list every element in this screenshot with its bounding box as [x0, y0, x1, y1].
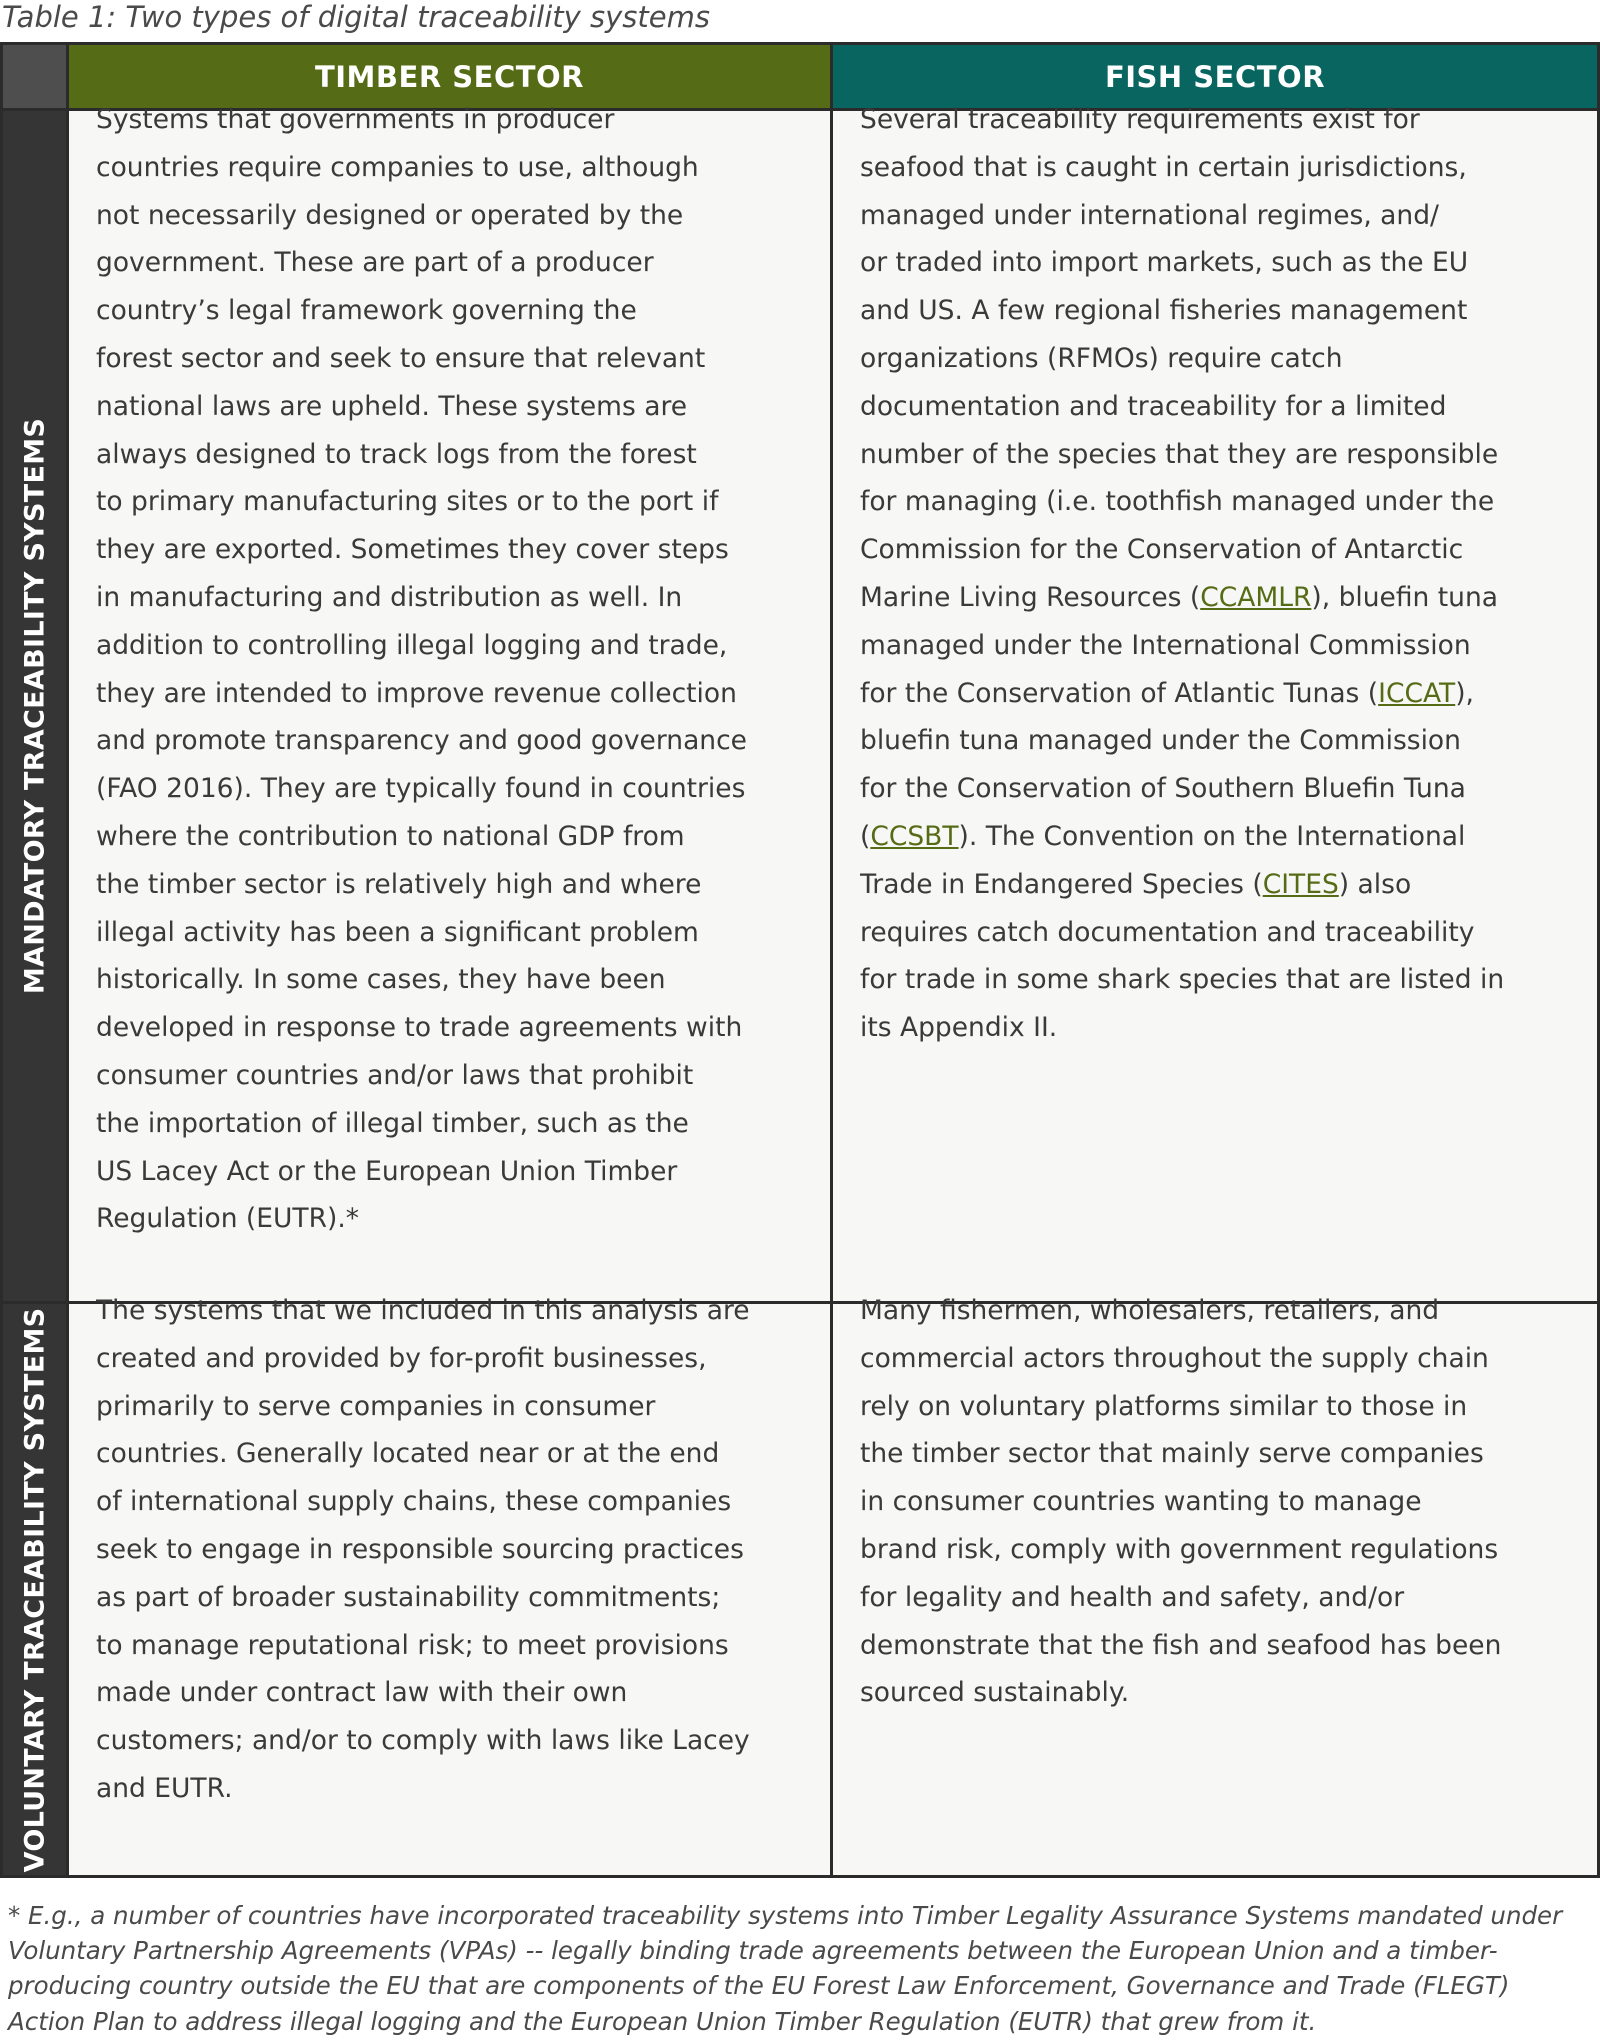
cell-voluntary-fish: Many fishermen, wholesalers, retailers, and commercial actors throughout the supply chain rely on voluntary platforms similar to those in the timber sector that mainly serve companies in consumer countries wanting to manage brand risk, comply with government regulations for legality and health and safety, and/or demonstrate that the fish and seafood has been sourced sustainably. — [860, 1295, 1502, 1709]
row-header-voluntary-label: VOLUNTARY TRACEABILITY SYSTEMS — [19, 1307, 50, 1872]
cell-mandatory-fish-text-5: ) also requires catch documentation and traceability for trade in some shark species that are listed in its Appendix II. — [860, 868, 1505, 1044]
cell-voluntary-timber: The systems that we included in this analysis are created and provided by for-profit businesses, primarily to serve companies in consumer countries. Generally located near or at the end of international supply chains, these companies seek to engage in responsible sourcing practices as part of broader sustainability commitments; to manage reputational risk; to meet provisions made under contract law with their own customers; and/or to comply with laws like Lacey and EUTR. — [96, 1295, 750, 1804]
col-header-timber: TIMBER SECTOR — [69, 45, 830, 108]
column-divider-middle — [830, 45, 833, 1875]
table-caption: Table 1: Two types of digital traceability systems — [2, 0, 710, 34]
row-header-voluntary — [3, 1304, 66, 1875]
link-ccsbt[interactable]: CCSBT — [870, 820, 959, 852]
cell-mandatory-fish-text-4: ). The Convention on the International Trade in Endangered Species ( — [860, 820, 1466, 900]
cell-mandatory-fish-text-2: ), bluefin tuna managed under the International Commission for the Conservation of Atlantic Tunas ( — [860, 581, 1498, 709]
row-header-mandatory — [3, 111, 66, 1301]
cell-mandatory-fish-text-3: ), bluefin tuna managed under the Commission for the Conservation of Southern Bluefin Tuna ( — [860, 677, 1474, 852]
cell-mandatory-timber: Systems that governments in producer countries require companies to use, although not necessarily designed or operated by the government. These are part of a producer country’s legal framework governing the forest sector and seek to ensure that relevant national laws are upheld. These systems are always designed to track logs from the forest to primary manufacturing sites or to the port if they are exported. Sometimes they cover steps in manufacturing and distribution as well. In addition to controlling illegal logging and trade, they are intended to improve revenue collection and promote transparency and good governance (FAO 2016). They are typically found in countries where the contribution to national GDP from the timber sector is relatively high and where illegal activity has been a significant problem historically. In some cases, they have been developed in response to trade agreements with consumer countries and/or laws that prohibit the importation of illegal timber, such as the US Lacey Act or the European Union Timber Regulation (EUTR).* — [96, 104, 747, 1235]
link-cites[interactable]: CITES — [1262, 868, 1339, 900]
cell-mandatory-fish-text-1: Several traceability requirements exist for seafood that is caught in certain jurisdictions, managed under international regimes, and/ or traded into import markets, such as the EU and US. A few regional fisheries management organizations (RFMOs) require catch documentation and traceability for a limited number of the species that they are responsible for managing (i.e. toothfish managed under the Commission for the Conservation of Antarctic Marine Living Resources ( — [860, 104, 1499, 613]
row-header-mandatory-label: MANDATORY TRACEABILITY SYSTEMS — [19, 417, 50, 995]
table-footnote: * E.g., a number of countries have incorporated traceability systems into Timber Legality Assurance Systems mandated under Voluntary Partnership Agreements (VPAs) -- legally binding trade agreements between the European Union and a timber-producing country outside the EU that are components of the EU Forest Law Enforcement, Governance and Trade (FLEGT) Action Plan to address illegal logging and the European Union Timber Regulation (EUTR) that grew from it. — [8, 1901, 1563, 2036]
link-ccamlr[interactable]: CCAMLR — [1200, 581, 1312, 613]
col-header-fish: FISH SECTOR — [833, 45, 1597, 108]
link-iccat[interactable]: ICCAT — [1378, 677, 1456, 709]
table-corner-cell — [3, 45, 66, 108]
column-divider-left — [66, 45, 69, 1875]
cell-mandatory-fish — [860, 96, 1595, 1052]
